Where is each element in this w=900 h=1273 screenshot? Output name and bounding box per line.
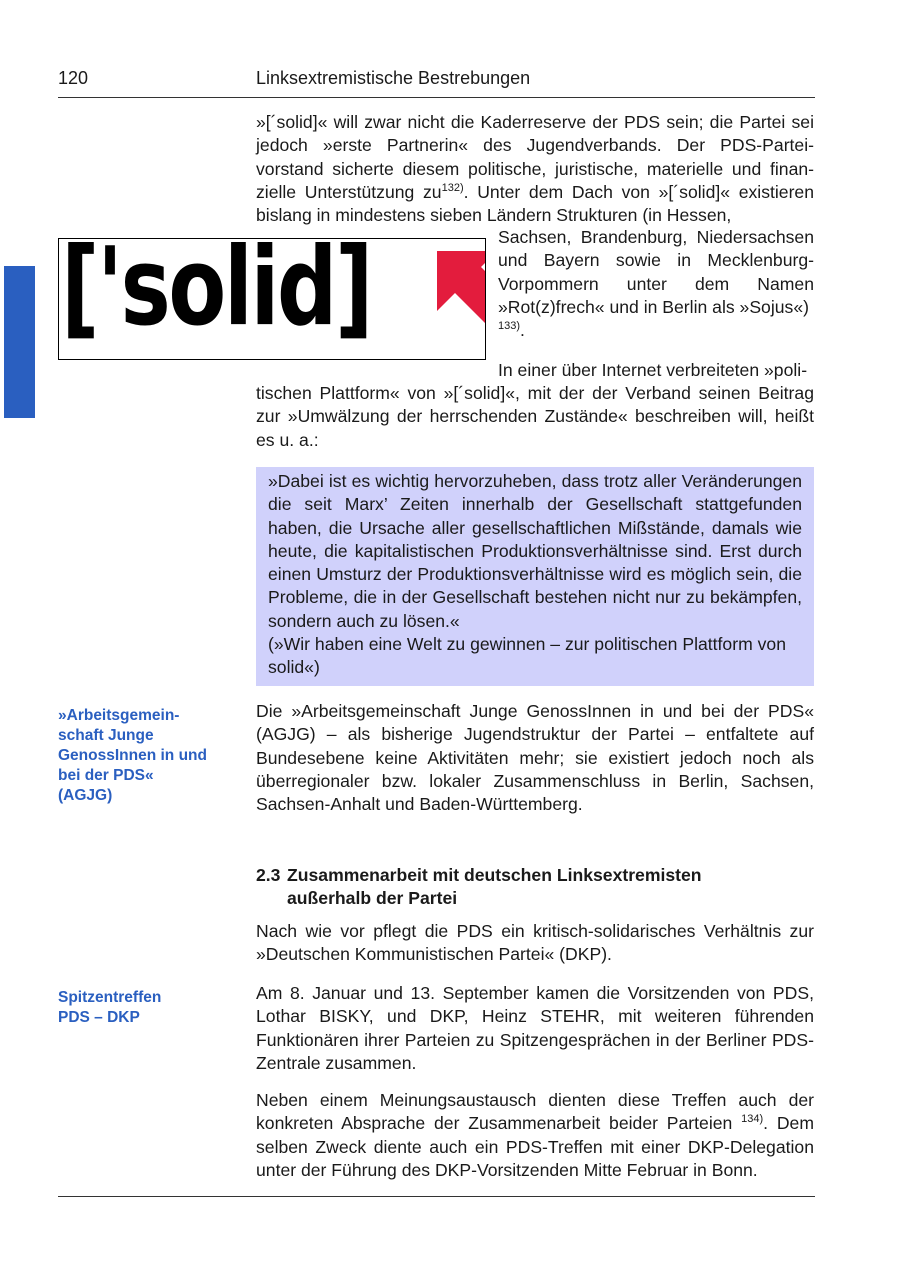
paragraph-dkp-relation: Nach wie vor pflegt die PDS ein kritisch-solidarisches Verhältnis zur »Deutschen Kommunistischen Partei« (DKP).	[256, 921, 814, 965]
platform-quote	[256, 467, 814, 686]
margin-note-summit: Spitzentreffen PDS – DKP	[58, 989, 162, 1026]
chapter-tab-marker	[4, 266, 35, 418]
paragraph-platform-intro-start: In einer über Internet verbreiteten »poli-	[498, 360, 808, 380]
paragraph-solid-structures: Sachsen, Brandenburg, Niedersachsen und Bayern sowie in Mecklenburg-Vorpommern unter dem Namen »Rot(z)frech« und in Berlin als »Sojus«) $^{133)}$.	[498, 227, 814, 341]
red-arrow-icon	[431, 245, 486, 357]
footer-rule	[58, 1196, 815, 1197]
margin-note-agjg: »Arbeitsgemein- schaft Junge GenossInnen in und bei der PDS« (AGJG)	[58, 707, 207, 804]
section-number: 2.3	[256, 865, 281, 885]
section-heading	[256, 864, 814, 910]
section-title-line2: außerhalb der Partei	[287, 888, 458, 908]
header-rule	[58, 97, 815, 98]
paragraph-cooperation: Neben einem Meinungsaustausch dienten diese Treffen auch der konkreten Absprache der Zusammenarbeit beider Parteien $^{134)}$. Dem selben Zweck diente auch ein PDS-Treffen mit einer DKP-Delegation unter der Führung des DKP-Vorsitzenden Mitte Februar in Bonn.	[256, 1090, 814, 1180]
paragraph-solid-partner: »[´solid]« will zwar nicht die Kaderreserve der PDS sein; die Partei sei jedoch »erste Partnerin« des Jugendverbands. Der PDS-Parteivorstand sicherte diesem politische, juristische, materielle und finanzielle Unterstützung $zu^{132)}$. Unter dem Dach von »[´solid]« existieren bislang in mindestens sieben Ländern Strukturen (in Hessen,	[256, 112, 815, 226]
paragraph-platform-intro: tischen Plattform« von »[´solid]«, mit der der Verband seinen Beitrag zur »Umwälzung der herrschenden Zustände« beschreiben will, heißt es u. a.:	[256, 383, 814, 450]
running-title: Linksextremistische Bestrebungen	[256, 68, 531, 88]
section-title-line1: Zusammenarbeit mit deutschen Linksextremisten	[287, 865, 702, 885]
paragraph-agjg: Die »Arbeitsgemeinschaft Junge GenossInnen in und bei der PDS« (AGJG) – als bisherige Jugendstruktur der Partei – entfaltete auf Bundesebene keine Aktivitäten mehr; sie existiert jedoch noch als überregionaler bzw. lokaler Zusammenschluss in Berlin, Sachsen, Sachsen-Anhalt und Baden-Württemberg.	[256, 701, 814, 815]
solid-logo-wordmark: ['solid]	[61, 238, 372, 350]
quote-text: »Dabei ist es wichtig hervorzuheben, dass trotz aller Veränderungen die seit Marx’ Zeiten innerhalb der Gesellschaft stattgefunden haben, die Ursache aller gesellschaftlichen Mißstände, damals wie heute, die kapitalistischen Produktionsverhältnisse sind. Erst durch einen Umsturz der Produktionsverhältnisse wird es möglich sein, die Probleme, die in der Gesellschaft bestehen nicht nur zu bekämpfen, sondern auch zu lösen.«	[268, 471, 802, 631]
paragraph-summit-meetings: Am 8. Januar und 13. September kamen die Vorsitzenden von PDS, Lothar BISKY, und DKP, Heinz STEHR, mit weiteren führenden Funktionären ihrer Parteien zu Spitzengesprächen in der Berliner PDS-Zentrale zusammen.	[256, 983, 814, 1073]
solid-logo	[58, 238, 486, 360]
quote-source: (»Wir haben eine Welt zu gewinnen – zur politischen Plattform von solid«)	[268, 634, 786, 678]
page-number: 120	[58, 68, 89, 88]
